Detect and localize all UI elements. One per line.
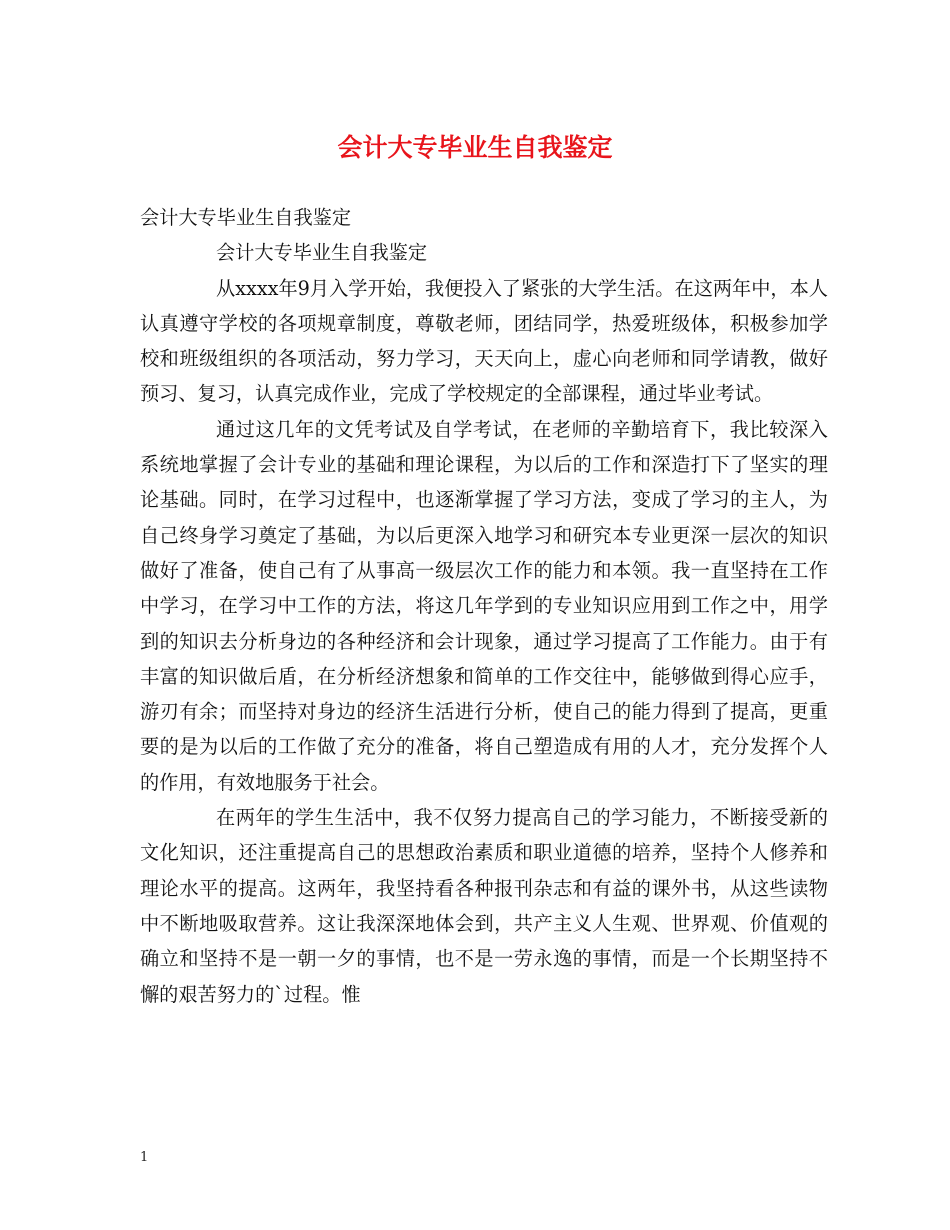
document-body (140, 200, 828, 1012)
paragraph-2: 通过这几年的文凭考试及自学考试，在老师的辛勤培育下，我比较深入系统地掌握了会计专业的基础和理论课程，为以后的工作和深造打下了坚实的理论基础。同时，在学习过程中，也逐渐掌握了学习方法，变成了学习的主人，为自己终身学习奠定了基础，为以后更深入地学习和研究本专业更深一层次的知识做好了准备，使自己有了从事高一级层次工作的能力和本领。我一直坚持在工作中学习，在学习中工作的方法，将这几年学到的专业知识应用到工作之中，用学到的知识去分析身边的各种经济和会计现象，通过学习提高了工作能力。由于有丰富的知识做后盾，在分析经济想象和简单的工作交往中，能够做到得心应手，游刃有余；而坚持对身边的经济生活进行分析，使自己的能力得到了提高，更重要的是为以后的工作做了充分的准备，将自己塑造成有用的人才，充分发挥个人的作用，有效地服务于社会。 (140, 417, 828, 794)
body-sub-heading: 会计大专毕业生自我鉴定 (216, 241, 428, 265)
paragraph-1: 从xxxx年9月入学开始，我便投入了紧张的大学生活。在这两年中，本人认真遵守学校的各项规章制度，尊敬老师，团结同学，热爱班级体，积极参加学校和班级组织的各项活动，努力学习，天天向上，虚心向老师和同学请教，做好预习、复习，认真完成作业，完成了学校规定的全部课程，通过毕业考试。 (140, 276, 828, 406)
paragraph-3: 在两年的学生生活中，我不仅努力提高自己的学习能力，不断接受新的文化知识，还注重提高自己的思想政治素质和职业道德的培养，坚持个人修养和理论水平的提高。这两年，我坚持看各种报刊杂志和有益的课外书，从这些读物中不断地吸取营养。这让我深深地体会到，共产主义人生观、世界观、价值观的确立和坚持不是一朝一夕的事情，也不是一劳永逸的事情，而是一个长期坚持不懈的艰苦努力的`过程。惟 (140, 806, 828, 1006)
body-heading: 会计大专毕业生自我鉴定 (140, 206, 352, 229)
document-title: 会计大专毕业生自我鉴定 (337, 133, 613, 162)
page-number: 1 (140, 1150, 149, 1165)
